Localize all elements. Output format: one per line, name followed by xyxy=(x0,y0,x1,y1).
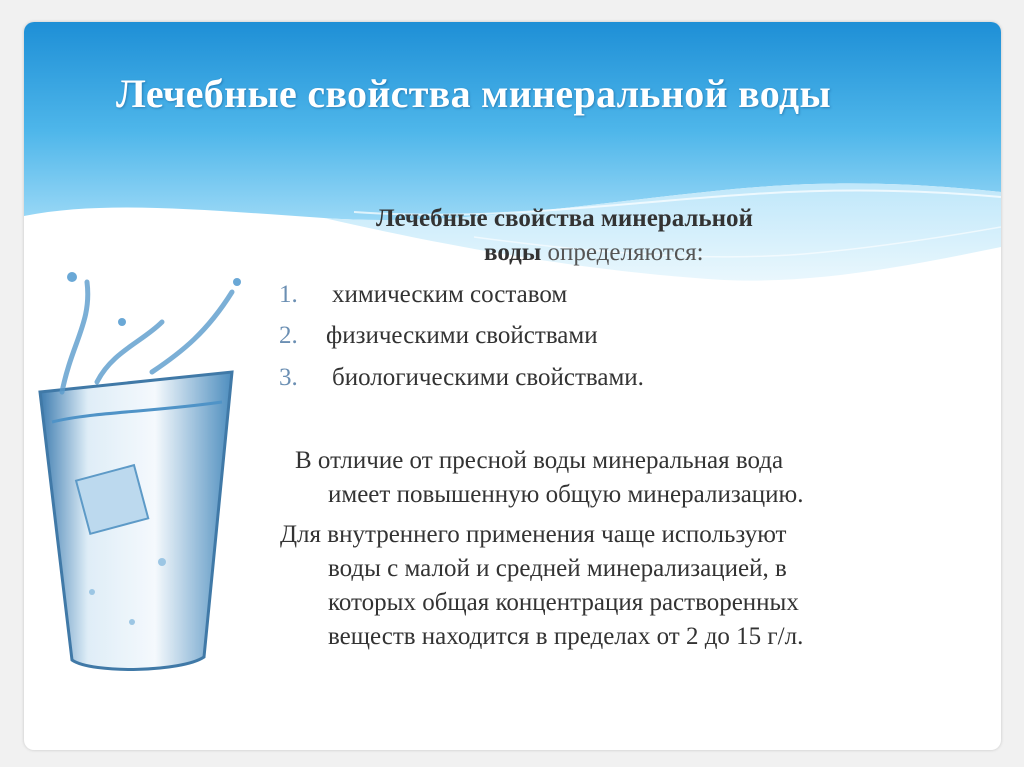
list-text: физическими свойствами xyxy=(326,322,598,349)
list-text: химическим составом xyxy=(332,281,568,308)
intro-bold-word: воды xyxy=(484,239,542,266)
water-glass-image xyxy=(32,262,247,682)
intro-line-2 xyxy=(484,236,704,270)
list-item xyxy=(279,278,567,312)
list-number: 1. xyxy=(279,281,298,308)
list-text: биологическими свойствами. xyxy=(332,364,644,391)
list-item xyxy=(279,361,644,395)
paragraph-2-line-1: Для внутреннего применения чаще используют xyxy=(280,521,787,548)
paragraph-2-line-2: воды с малой и средней минерализацией, в xyxy=(328,555,787,582)
intro-rest: определяются: xyxy=(541,239,704,266)
slide xyxy=(24,22,1001,750)
list-number: 2. xyxy=(279,322,298,349)
paragraph-2-line-4: веществ находится в пределах от 2 до 15 г/л. xyxy=(328,623,804,650)
slide-title: Лечебные свойства минеральной воды xyxy=(116,71,831,116)
list-number: 3. xyxy=(279,364,298,391)
paragraph-1-line-2: имеет повышенную общую минерализацию. xyxy=(328,481,804,508)
paragraph-1-line-1: В отличие от пресной воды минеральная вода xyxy=(295,447,784,474)
intro-line-1: Лечебные свойства минеральной xyxy=(376,205,753,232)
paragraph-2-line-3: которых общая концентрация растворенных xyxy=(328,589,799,616)
list-item xyxy=(279,319,598,353)
